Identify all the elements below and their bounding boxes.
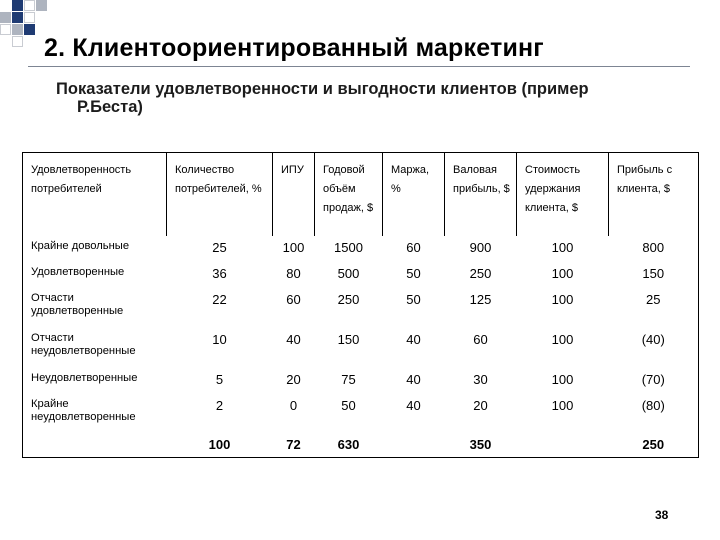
table-cell: 100 — [551, 332, 574, 347]
table-cell: 100 — [282, 240, 305, 255]
table-cell: 30 — [473, 372, 488, 387]
table-header: Количество потребителей, % — [167, 153, 273, 237]
table-row — [23, 368, 699, 394]
table-header: ИПУ — [273, 153, 315, 237]
table-cell: 60 — [473, 332, 488, 347]
row-label: Отчасти неудовлетворенные — [31, 332, 136, 357]
table-cell: (70) — [641, 372, 665, 387]
row-label: Крайне неудовлетворенные — [31, 398, 136, 423]
table-cell: 75 — [341, 372, 356, 387]
table-cell: 900 — [469, 240, 492, 255]
totals-row — [23, 434, 699, 458]
table-cell: 50 — [406, 292, 421, 307]
subtitle-line-2: Р.Беста) — [77, 98, 143, 116]
table-cell: 40 — [286, 332, 301, 347]
total-cell — [23, 434, 167, 458]
table-cell: 125 — [469, 292, 492, 307]
total-cell: 100 — [208, 437, 231, 452]
table-cell: 60 — [406, 240, 421, 255]
table-header: Валовая прибыль, $ — [445, 153, 517, 237]
satisfaction-table — [22, 152, 699, 458]
slide-title: 2. Клиентоориентированный маркетинг — [44, 34, 544, 62]
table-cell: (40) — [641, 332, 665, 347]
table-cell: 50 — [406, 266, 421, 281]
table-cell: 20 — [286, 372, 301, 387]
table-cell: 0 — [289, 398, 298, 413]
table-cell: 100 — [551, 266, 574, 281]
row-label: Удовлетворенные — [31, 266, 125, 278]
slide-subtitle — [56, 80, 656, 116]
total-cell: 350 — [469, 437, 492, 452]
table-cell: 50 — [341, 398, 356, 413]
table-row — [23, 394, 699, 434]
table-cell: 250 — [337, 292, 360, 307]
table-cell: 150 — [642, 266, 665, 281]
table-cell: 40 — [406, 332, 421, 347]
row-label: Крайне довольные — [31, 240, 130, 252]
page-number: 38 — [655, 508, 669, 522]
table-cell: 22 — [212, 292, 227, 307]
table-row — [23, 328, 699, 368]
table-cell: 2 — [215, 398, 224, 413]
table-cell: 100 — [551, 240, 574, 255]
table-header: Прибыль с клиента, $ — [617, 164, 673, 195]
total-cell: 250 — [642, 437, 665, 452]
table-row — [23, 236, 699, 262]
table-cell: 800 — [642, 240, 665, 255]
table-cell: 5 — [215, 372, 224, 387]
table-header: Удовлетворенность потребителей — [23, 153, 167, 237]
table-cell: 40 — [406, 398, 421, 413]
table-row — [23, 288, 699, 328]
table-header: Маржа, % — [383, 153, 445, 237]
table-cell: 500 — [337, 266, 360, 281]
table-cell: 20 — [473, 398, 488, 413]
table-cell: 80 — [286, 266, 301, 281]
total-cell: 630 — [337, 437, 360, 452]
total-cell — [383, 434, 445, 458]
table-cell: 100 — [551, 372, 574, 387]
row-label: Отчасти удовлетворенные — [31, 292, 124, 317]
total-cell — [517, 434, 609, 458]
table-cell: 1500 — [334, 240, 363, 255]
table-header: Годовой объём продаж, $ — [315, 153, 383, 237]
table-cell: 250 — [469, 266, 492, 281]
table-cell: 36 — [212, 266, 227, 281]
row-label: Неудовлетворенные — [31, 372, 138, 384]
table-cell: (80) — [641, 398, 665, 413]
table-cell: 100 — [551, 398, 574, 413]
table-cell: 25 — [212, 240, 227, 255]
table-cell: 100 — [551, 292, 574, 307]
table-cell: 10 — [212, 332, 227, 347]
table-row — [23, 262, 699, 288]
table-cell: 60 — [286, 292, 301, 307]
subtitle-line-1: Показатели удовлетворенности и выгодности клиентов (пример — [56, 80, 589, 98]
table-cell: 40 — [406, 372, 421, 387]
table-cell: 25 — [646, 292, 661, 307]
total-cell: 72 — [286, 437, 301, 452]
table-cell: 150 — [337, 332, 360, 347]
title-underline — [28, 66, 690, 67]
table-header-row — [23, 153, 699, 237]
table-header: Стоимость удержания клиента, $ — [517, 153, 609, 237]
